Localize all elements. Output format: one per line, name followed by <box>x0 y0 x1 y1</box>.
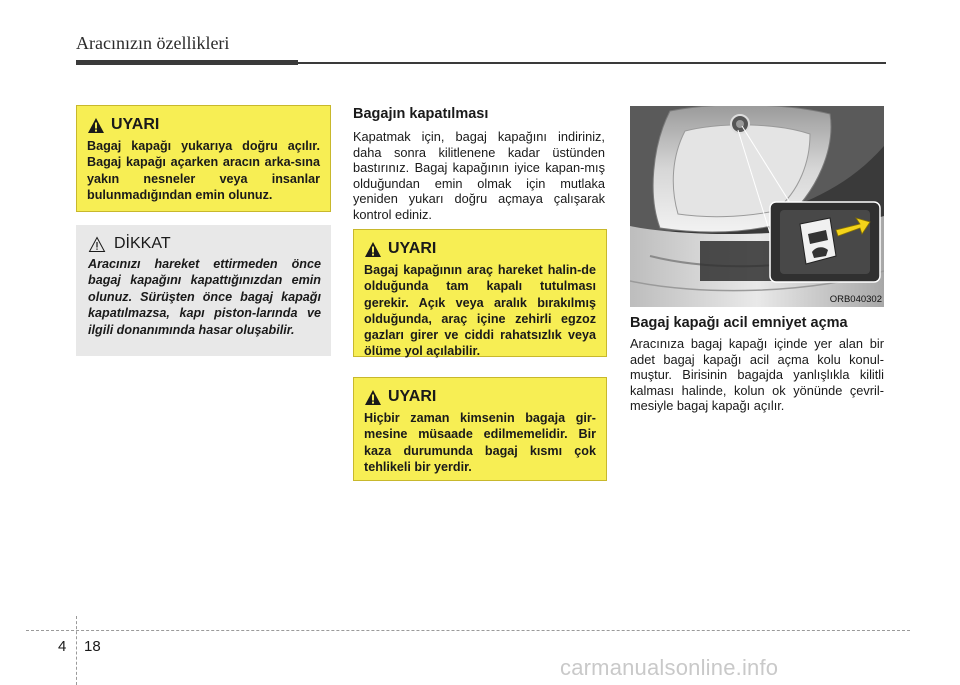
warning-text: Bagaj kapağının araç hareket halin-de olduğunda tam kapalı tutulması gerekir. Açık veya aralık bırakılmış olduğunda, araç içine zehirli egzoz gazları girer ve ciddi rahatsızlık veya ölüme yol açılabilir. <box>364 263 596 359</box>
warning-header <box>364 240 596 258</box>
warning-box-mid-2 <box>353 377 607 481</box>
caution-title: DİKKAT <box>114 235 171 252</box>
section-title: Bagajın kapatılması <box>353 106 489 122</box>
warning-text: Hiçbir zaman kimsenin bagaja gir-mesine müsaade edilmemelidir. Bir kaza durumunda bagaj kısmı çok tehlikeli bir yerdir. <box>364 411 596 474</box>
caution-triangle-icon <box>88 236 106 253</box>
caution-box-left <box>76 225 331 356</box>
header-rule-thin <box>298 62 886 64</box>
warning-header <box>364 388 596 406</box>
section-emergency-release <box>630 315 884 414</box>
header-rule-thick <box>76 60 298 65</box>
caution-header <box>88 235 321 253</box>
trunk-lid-drawing <box>630 106 884 307</box>
warning-title: UYARI <box>388 388 437 405</box>
page-section-number: 4 <box>58 638 67 655</box>
caution-text: Aracınızı hareket ettirmeden önce bagaj kapağını kapattığınızdan emin olunuz. Sürüşten önce bagaj kapağı kapatılmazsa, kapı piston-larında ve ilgili donanımında hasar oluşabilir. <box>88 257 321 337</box>
warning-box-mid-1 <box>353 229 607 357</box>
page-number: 18 <box>84 638 101 655</box>
watermark: carmanualsonline.info <box>560 655 779 680</box>
warning-title: UYARI <box>388 240 437 257</box>
figure-code: ORB040302 <box>829 294 882 305</box>
warning-triangle-icon <box>364 389 382 406</box>
section-trunk-close <box>353 106 605 223</box>
warning-triangle-icon <box>87 117 105 134</box>
warning-header <box>87 116 320 134</box>
section-title: Bagaj kapağı acil emniyet açma <box>630 315 848 331</box>
trunk-lid-illustration <box>630 106 884 307</box>
warning-title: UYARI <box>111 116 160 133</box>
page-header-title: Aracınızın özellikleri <box>76 33 230 53</box>
footer-divider <box>76 616 77 685</box>
section-text: Kapatmak için, bagaj kapağını indiriniz, daha sonra kilitlenene kadar üstünden bastırınız. Bagaj kapağının iyice kapan-mış olduğundan emin olmak için mutlaka yeniden yukarı doğru açmaya çalışarak kontrol ediniz. <box>353 129 605 222</box>
warning-text: Bagaj kapağı yukarıya doğru açılır. Bagaj kapağı açarken aracın arka-sına yakın nesneler veya insanlar bulunmadığından emin olunuz. <box>87 139 320 202</box>
section-text: Aracınıza bagaj kapağı içinde yer alan bir adet bagaj kapağı acil açma kolu konul-muştur. Birisinin bagajda yanlışlıkla kilitli kalması halinde, kolun ok yönünde çevril-mesiyle bagaj kapağı açılır. <box>630 336 884 414</box>
warning-box-left <box>76 105 331 212</box>
footer-rule <box>26 630 910 631</box>
warning-triangle-icon <box>364 241 382 258</box>
